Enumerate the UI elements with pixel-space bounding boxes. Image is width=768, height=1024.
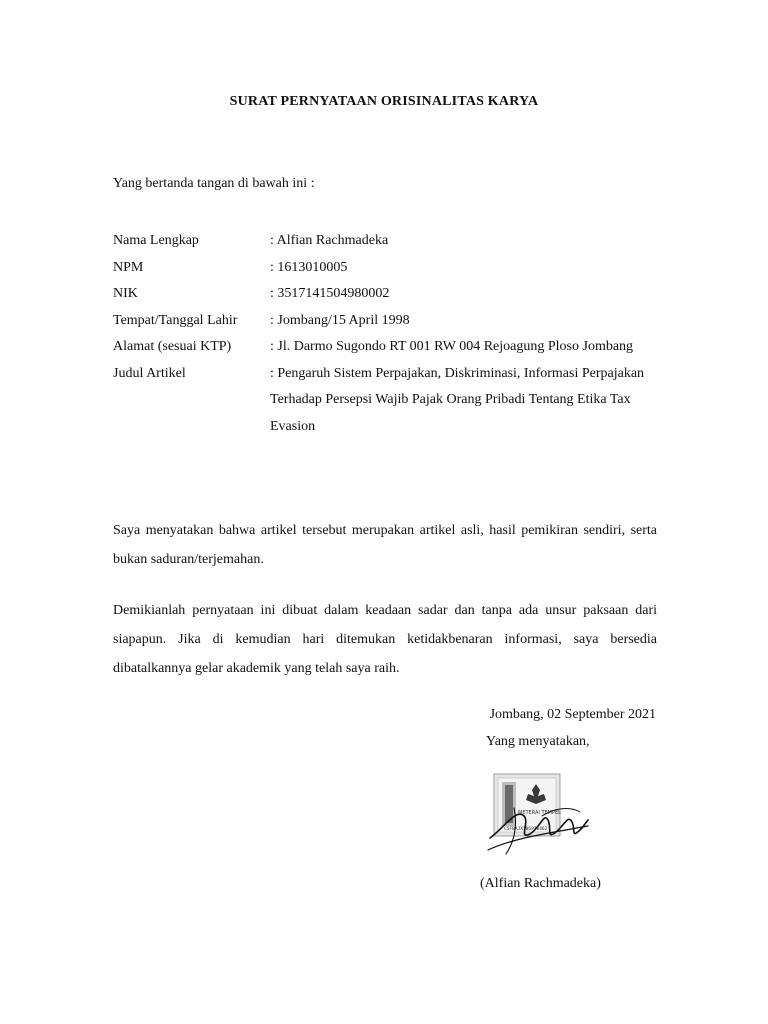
field-label: Tempat/Tanggal Lahir — [113, 312, 238, 328]
place-date: Jombang, 02 September 2021 — [489, 707, 656, 722]
intro-text: Yang bertanda tangan di bawah ini : — [113, 176, 315, 191]
field-label: Judul Artikel — [113, 365, 186, 381]
field-label: NPM — [113, 259, 144, 275]
field-row-address — [113, 334, 658, 361]
field-row-npm — [113, 255, 658, 282]
stamp-icon — [494, 774, 561, 836]
identity-fields — [113, 228, 658, 440]
field-value: : Alfian Rachmadeka — [270, 233, 389, 248]
stamp-label: METERAI TEMPEL — [518, 810, 561, 816]
field-label: NIK — [113, 286, 138, 301]
field-value: : 1613010005 — [270, 259, 348, 275]
field-label: Alamat (sesuai KTP) — [113, 339, 232, 354]
closing-text: Yang menyatakan, — [486, 734, 590, 749]
field-row-birth — [113, 308, 658, 335]
stamp-serial: C5FBAJX106970462 — [504, 827, 548, 832]
field-label: Nama Lengkap — [113, 233, 199, 248]
field-value: : Jl. Darmo Sugondo RT 001 RW 004 Rejoagung Ploso Jombang — [270, 339, 634, 354]
field-value: : Pengaruh Sistem Perpajakan, Diskriminasi, Informasi Perpajakan Terhadap Persepsi Wajib Pajak Orang Pribadi Tentang Etika Tax Evasion — [270, 365, 645, 434]
field-row-nik — [113, 281, 658, 308]
field-row-name — [113, 228, 658, 255]
field-row-title — [113, 361, 658, 441]
declaration-paragraph: Demikianlah pernyataan ini dibuat dalam keadaan sadar dan tanpa ada unsur paksaan dari siapapun. Jika di kemudian hari ditemukan ketidakbenaran informasi, saya bersedia dibatalkannya gelar akademik yang telah saya raih. — [113, 603, 657, 676]
signer-name: (Alfian Rachmadeka) — [480, 876, 601, 891]
stamp-signature-image — [484, 768, 594, 868]
field-value: : Jombang/15 April 1998 — [270, 312, 410, 328]
statement-paragraph: Saya menyatakan bahwa artikel tersebut merupakan artikel asli, hasil pemikiran sendiri, serta bukan saduran/terjemahan. — [113, 523, 657, 567]
field-value: : 3517141504980002 — [270, 286, 390, 301]
document-title: SURAT PERNYATAAN ORISINALITAS KARYA — [229, 94, 539, 109]
